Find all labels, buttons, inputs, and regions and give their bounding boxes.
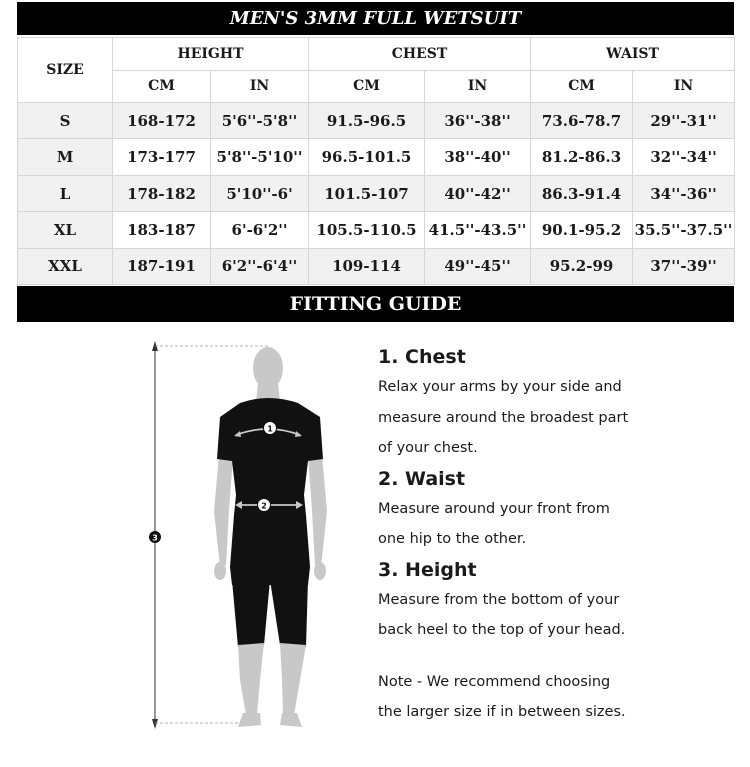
table-cell: 101.5-107 [309, 175, 425, 211]
table-cell: 40''-42'' [425, 175, 531, 211]
height-step-line: Measure from the bottom of your [378, 591, 620, 608]
table-row [18, 248, 735, 284]
table-cell: 32''-34'' [633, 139, 735, 175]
table-cell: 90.1-95.2 [531, 212, 633, 248]
svg-text:2: 2 [261, 501, 267, 511]
table-row [18, 175, 735, 211]
chest-step-title: 1. Chest [378, 346, 466, 368]
svg-text:1: 1 [267, 424, 273, 434]
table-cell: 187-191 [113, 248, 211, 284]
table-cell: 183-187 [113, 212, 211, 248]
table-cell: 41.5''-43.5'' [425, 212, 531, 248]
table-cell: 5'6''-5'8'' [211, 103, 309, 139]
table-cell: 5'10''-6' [211, 175, 309, 211]
note-line: the larger size if in between sizes. [378, 704, 626, 720]
waist-step-title: 2. Waist [378, 467, 466, 490]
waist-header: WAIST [531, 38, 735, 71]
chest-cm-header: CM [309, 70, 425, 103]
height-cm-header: CM [113, 70, 211, 103]
note-line: Note - We recommend choosing [378, 673, 611, 690]
table-cell: 38''-40'' [425, 139, 531, 175]
left-foot [238, 713, 261, 727]
table-cell: 29''-31'' [633, 103, 735, 139]
table-cell: 36''-38'' [425, 103, 531, 139]
waist-step-line: Measure around your front from [378, 500, 610, 517]
table-cell: 37''-39'' [633, 248, 735, 284]
left-thigh [232, 580, 270, 647]
table-row [18, 139, 735, 175]
size-cell: M [18, 139, 113, 175]
table-cell: 35.5''-37.5'' [633, 212, 735, 248]
height-step-line: back heel to the top of your head. [378, 622, 626, 638]
waist-in-header: IN [633, 70, 735, 103]
size-chart-table [17, 37, 735, 285]
table-row [18, 212, 735, 248]
waist-step-line: one hip to the other. [378, 531, 527, 547]
size-cell: XXL [18, 248, 113, 284]
size-cell: XL [18, 212, 113, 248]
table-cell: 95.2-99 [531, 248, 633, 284]
table-cell: 34''-36'' [633, 175, 735, 211]
table-cell: 173-177 [113, 139, 211, 175]
head [253, 347, 283, 389]
table-cell: 168-172 [113, 103, 211, 139]
table-cell: 86.3-91.4 [531, 175, 633, 211]
chest-step-line: measure around the broadest part [378, 409, 629, 426]
right-hand [314, 562, 326, 580]
size-header: SIZE [18, 38, 113, 103]
table-cell: 81.2-86.3 [531, 139, 633, 175]
size-note [378, 667, 738, 728]
size-cell: S [18, 103, 113, 139]
chest-header: CHEST [309, 38, 531, 71]
svg-text:3: 3 [152, 533, 158, 543]
right-foot [280, 713, 302, 727]
table-cell: 6'-6'2'' [211, 212, 309, 248]
chest-step-line: Relax your arms by your side and [378, 379, 622, 395]
table-cell: 91.5-96.5 [309, 103, 425, 139]
left-arm [214, 455, 233, 567]
chest-in-header: IN [425, 70, 531, 103]
table-cell: 109-114 [309, 248, 425, 284]
table-cell: 105.5-110.5 [309, 212, 425, 248]
right-arm [308, 455, 327, 567]
left-shin [238, 643, 264, 715]
table-cell: 6'2''-6'4'' [211, 248, 309, 284]
right-thigh [270, 580, 308, 647]
table-cell: 5'8''-5'10'' [211, 139, 309, 175]
fitting-instructions [378, 342, 738, 728]
chart-title: MEN'S 3MM FULL WETSUIT [17, 2, 734, 35]
left-hand [214, 562, 226, 580]
fitting-guide-title: FITTING GUIDE [17, 286, 734, 322]
size-cell: L [18, 175, 113, 211]
wetsuit-figure [140, 335, 350, 735]
right-shin [280, 643, 306, 715]
table-cell: 73.6-78.7 [531, 103, 633, 139]
chest-step-line: of your chest. [378, 440, 478, 456]
table-row [18, 103, 735, 139]
height-step-title: 3. Height [378, 558, 477, 581]
height-header: HEIGHT [113, 38, 309, 71]
marker-3 [149, 531, 161, 543]
table-cell: 49''-45'' [425, 248, 531, 284]
table-cell: 96.5-101.5 [309, 139, 425, 175]
table-cell: 178-182 [113, 175, 211, 211]
waist-cm-header: CM [531, 70, 633, 103]
height-in-header: IN [211, 70, 309, 103]
